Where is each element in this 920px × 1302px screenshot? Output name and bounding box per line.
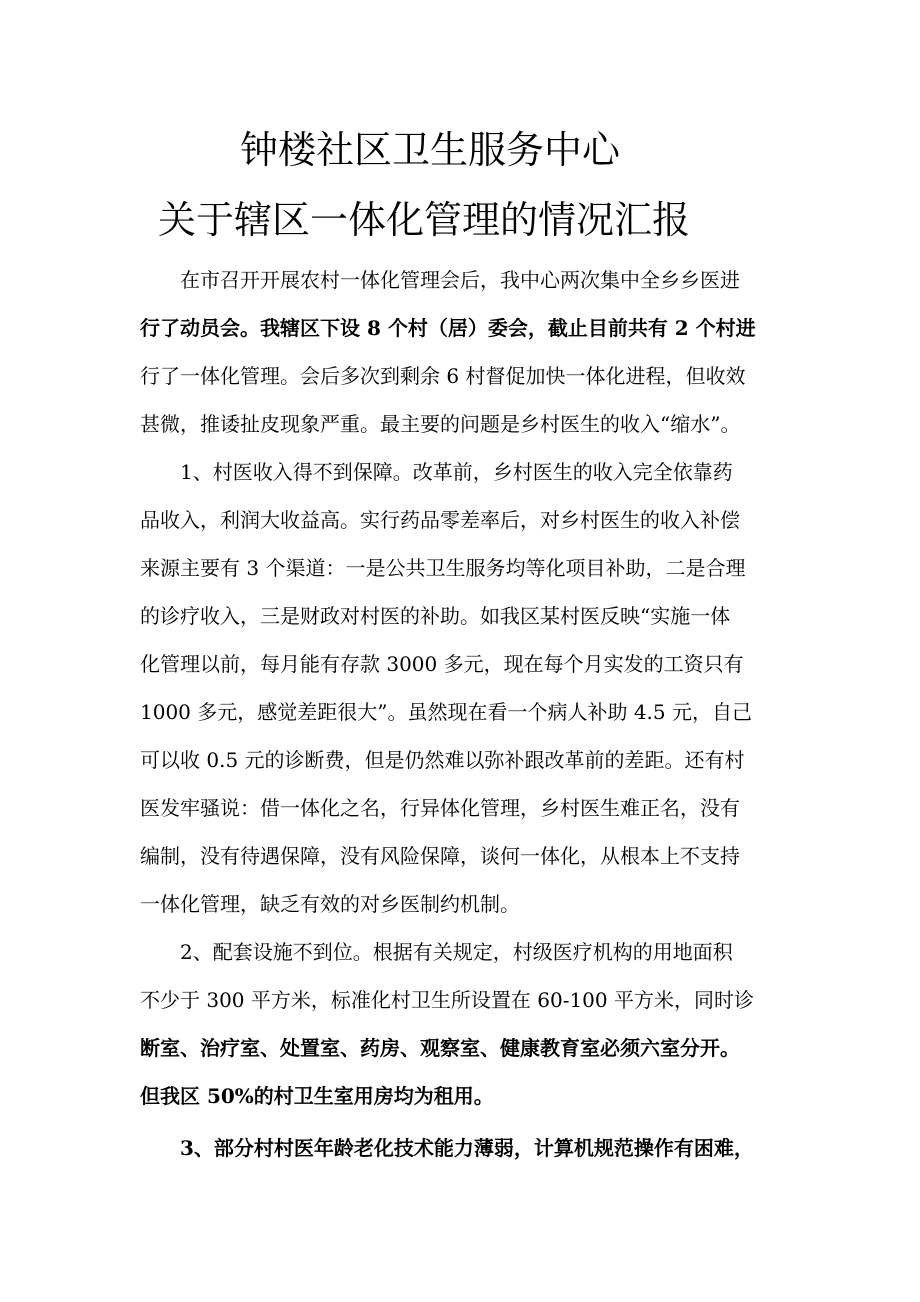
paragraph-line: 行了一体化管理。会后多次到剩余 6 村督促加快一体化进程，但收效: [140, 364, 746, 388]
paragraph-line: 行了动员会。我辖区下设 8 个村（居）委会，截止目前共有 2 个村进: [140, 316, 756, 340]
paragraph-line: 一体化管理，缺乏有效的对乡医制约机制。: [140, 892, 520, 916]
paragraph-line: 甚微，推诿扯皮现象严重。最主要的问题是乡村医生的收入“缩水”。: [140, 412, 741, 436]
paragraph-line: 不少于 300 平方米，标准化村卫生所设置在 60-100 平方米，同时诊: [140, 988, 754, 1012]
paragraph-line: 化管理以前，每月能有存款 3000 多元，现在每个月实发的工资只有: [140, 652, 744, 676]
paragraph-line: 来源主要有 3 个渠道：一是公共卫生服务均等化项目补助，二是合理: [140, 556, 746, 580]
paragraph-line: 3、部分村村医年龄老化技术能力薄弱，计算机规范操作有困难，: [140, 1136, 754, 1160]
paragraph-line: 品收入，利润大收益高。实行药品零差率后，对乡村医生的收入补偿: [140, 508, 740, 532]
paragraph-line: 编制，没有待遇保障，没有风险保障，谈何一体化，从根本上不支持: [140, 844, 740, 868]
paragraph-line: 可以收 0.5 元的诊断费，但是仍然难以弥补跟改革前的差距。还有村: [140, 748, 745, 772]
paragraph-line: 2、配套设施不到位。根据有关规定，村级医疗机构的用地面积: [140, 940, 733, 964]
paragraph-line: 断室、治疗室、处置室、药房、观察室、健康教育室必须六室分开。: [140, 1036, 740, 1060]
document-title-line-2: 关于辖区一体化管理的情况汇报: [158, 198, 691, 242]
document-title-line-1: 钟楼社区卫生服务中心: [240, 128, 621, 172]
paragraph-line: 但我区 50%的村卫生室用房均为租用。: [140, 1084, 494, 1108]
paragraph-line: 的诊疗收入，三是财政对村医的补助。如我区某村医反映“实施一体: [140, 604, 731, 628]
paragraph-line: 在市召开开展农村一体化管理会后，我中心两次集中全乡乡医进: [140, 268, 740, 292]
paragraph-line: 1、村医收入得不到保障。改革前，乡村医生的收入完全依靠药: [140, 460, 733, 484]
paragraph-line: 医发牢骚说：借一体化之名，行异体化管理，乡村医生难正名，没有: [140, 796, 740, 820]
paragraph-line: 1000 多元，感觉差距很大”。虽然现在看一个病人补助 4.5 元，自己: [140, 700, 753, 724]
